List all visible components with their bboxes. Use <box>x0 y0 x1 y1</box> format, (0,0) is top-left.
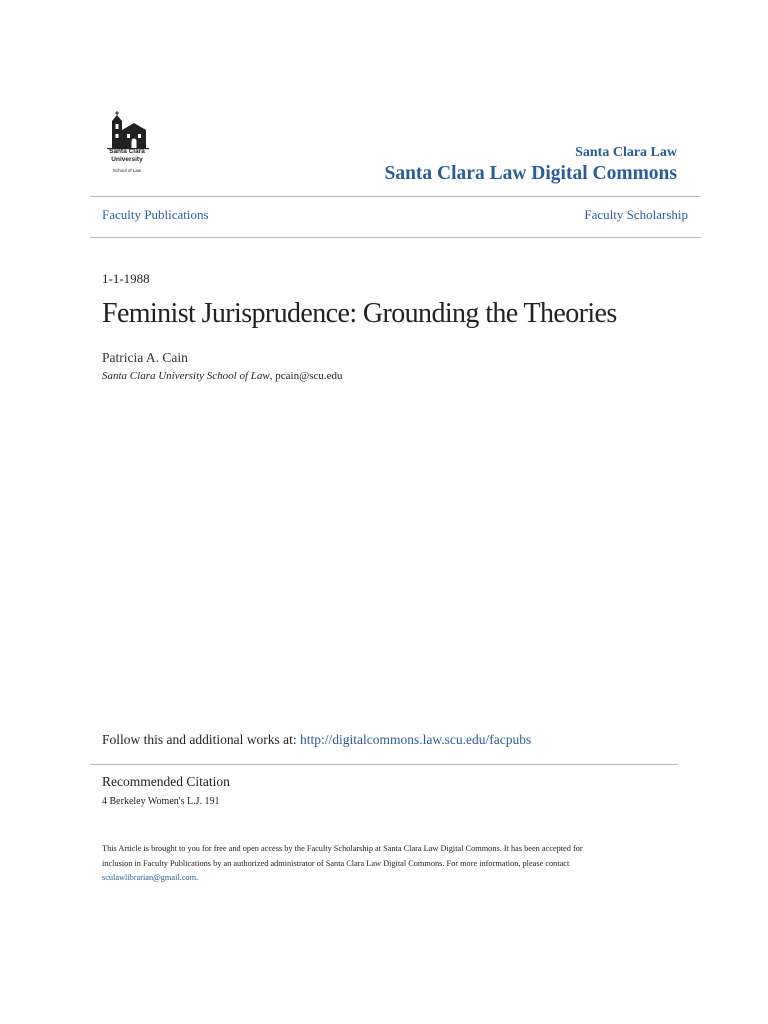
university-logo <box>103 110 151 180</box>
author-name: Patricia A. Cain <box>102 350 188 365</box>
repository-header <box>384 144 677 186</box>
article-title: Feminist Jurisprudence: Grounding the Theories <box>102 298 617 329</box>
publication-date: 1-1-1988 <box>102 271 150 286</box>
divider-top <box>90 196 701 197</box>
divider-citation <box>90 764 678 765</box>
faculty-scholarship-link[interactable]: Faculty Scholarship <box>584 207 688 222</box>
faculty-publications-link[interactable]: Faculty Publications <box>102 207 209 222</box>
author-affiliation <box>102 370 343 382</box>
notice-line-1: This Article is brought to you for free and open access by the Faculty Scholarship at Santa Clara Law Digital Commons. It has been accepted for <box>102 844 583 853</box>
mission-church-icon <box>103 110 151 150</box>
logo-text-school: School of Law <box>112 168 142 173</box>
affiliation-institution: Santa Clara University School of Law <box>102 370 270 382</box>
logo-text-university-name: Santa Clara <box>109 148 145 155</box>
facpubs-url-link[interactable]: http://digitalcommons.law.scu.edu/facpubs <box>300 732 532 747</box>
notice-end: . <box>196 873 199 882</box>
follow-prefix: Follow this and additional works at: <box>102 732 300 747</box>
notice-line-2: inclusion in Faculty Publications by an authorized administrator of Santa Clara Law Digital Commons. For more information, please contact <box>102 858 570 868</box>
recommended-citation-heading: Recommended Citation <box>102 774 230 789</box>
author-email: , pcain@scu.edu <box>269 370 343 382</box>
logo-text-university: University <box>111 156 143 163</box>
follow-line <box>102 732 531 748</box>
notice-line-3 <box>102 871 662 886</box>
repository-subtitle-link[interactable]: Santa Clara Law <box>575 145 677 160</box>
citation-text: 4 Berkeley Women's L.J. 191 <box>102 796 220 807</box>
divider-nav <box>90 237 701 238</box>
librarian-email-link[interactable]: sculawlibrarian@gmail.com <box>102 873 197 882</box>
access-notice <box>102 842 662 886</box>
repository-title-link[interactable]: Santa Clara Law Digital Commons <box>384 163 677 184</box>
